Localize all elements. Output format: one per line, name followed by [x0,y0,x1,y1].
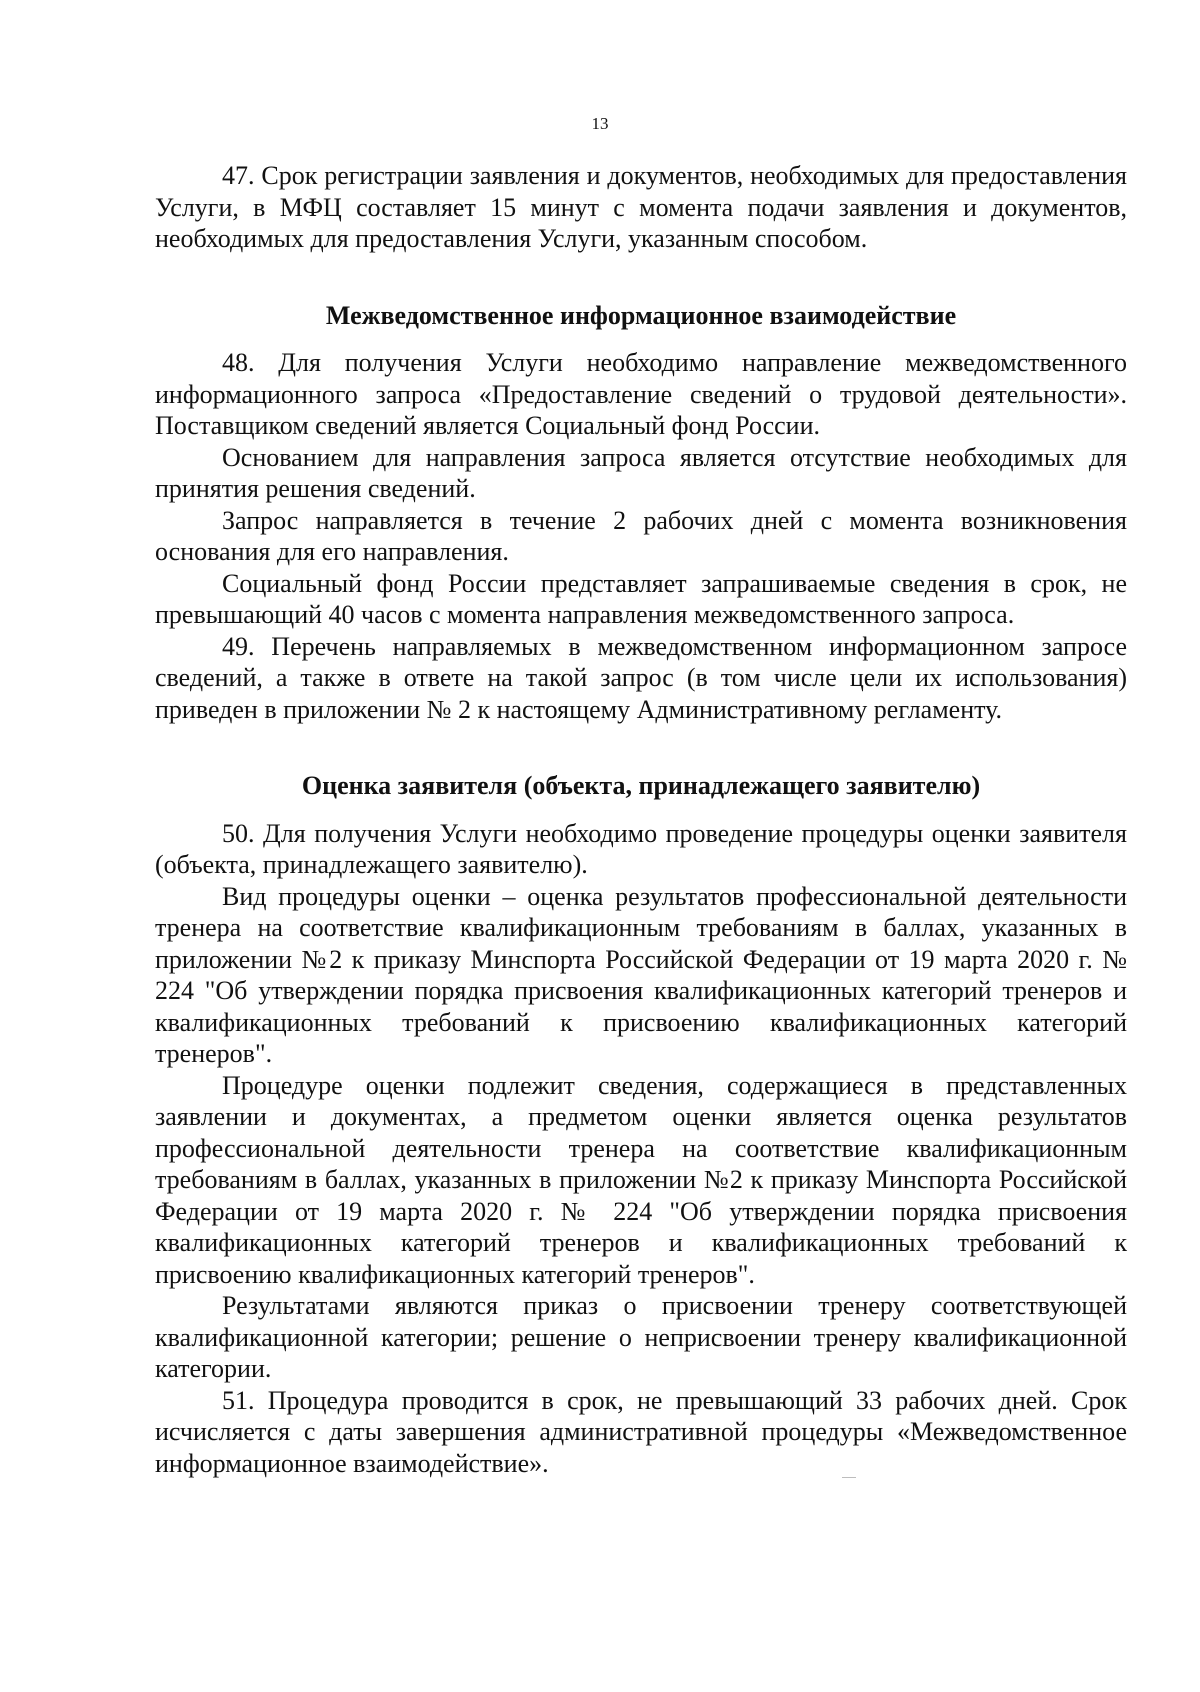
paragraph-48-basis: Основанием для направления запроса является отсутствие необходимых для принятия решения сведений. [155,442,1127,503]
spacer [155,331,1127,347]
paragraph-48-timing: Запрос направляется в течение 2 рабочих дней с момента возникновения основания для его направления. [155,505,1127,566]
paragraph-47: 47. Срок регистрации заявления и документов, необходимых для предоставления Услуги, в МФЦ составляет 15 минут с момента подачи заявления и документов, необходимых для предоставления Услуги, указанным способом. [155,161,1127,253]
paragraph-50-subject: Процедуре оценки подлежит сведения, содержащиеся в представленных заявлении и документах, а предметом оценки является оценка результатов профессиональной деятельности тренера на соответствие квалификационным требованиям в баллах, указанных в приложении №2 к приказу Минспорта Российской Федерации от 19 марта 2020 г. № 224 "Об утверждении порядка присвоения квалификационных категорий тренеров и квалификационных требований к присвоению квалификационных категорий тренеров". [155,1070,1127,1289]
paragraph-48: 48. Для получения Услуги необходимо направление межведомственного информационного запроса «Предоставление сведений о трудовой деятельности». Поставщиком сведений является Социальный фонд России. [155,348,1127,440]
paragraph-50: 50. Для получения Услуги необходимо проведение процедуры оценки заявителя (объекта, принадлежащего заявителю). [155,818,1127,879]
section-heading-interagency: Межведомственное информационное взаимодействие [325,300,957,330]
paragraph-48-response: Социальный фонд России представляет запрашиваемые сведения в срок, не превышающий 40 часов с момента направления межведомственного запроса. [155,568,1127,629]
document-body [155,160,1127,1479]
scan-artifact-mark [842,1477,856,1478]
paragraph-50-results: Результатами являются приказ о присвоении тренеру соответствующей квалификационной категории; решение о неприсвоении тренеру квалификационной категории. [155,1291,1127,1383]
page-number: 13 [591,114,609,133]
spacer [155,725,1127,770]
paragraph-50-procedure-type: Вид процедуры оценки – оценка результатов профессиональной деятельности тренера на соответствие квалификационным требованиям в баллах, указанных в приложении №2 к приказу Минспорта Российской Федерации от 19 марта 2020 г. № 224 "Об утверждении порядка присвоения квалификационных категорий тренеров и квалификационных требований к присвоению квалификационных категорий тренеров". [155,881,1127,1068]
paragraph-51: 51. Процедура проводится в срок, не превышающий 33 рабочих дней. Срок исчисляется с даты завершения административной процедуры «Межведомственное информационное взаимодействие». [155,1385,1127,1478]
spacer [155,802,1127,818]
spacer [155,255,1127,300]
paragraph-49: 49. Перечень направляемых в межведомственном информационном запросе сведений, а также в ответе на такой запрос (в том числе цели их использования) приведен в приложении № 2 к настоящему Административному регламенту. [155,631,1127,724]
section-heading-applicant-evaluation: Оценка заявителя (объекта, принадлежащего заявителю) [301,771,981,800]
